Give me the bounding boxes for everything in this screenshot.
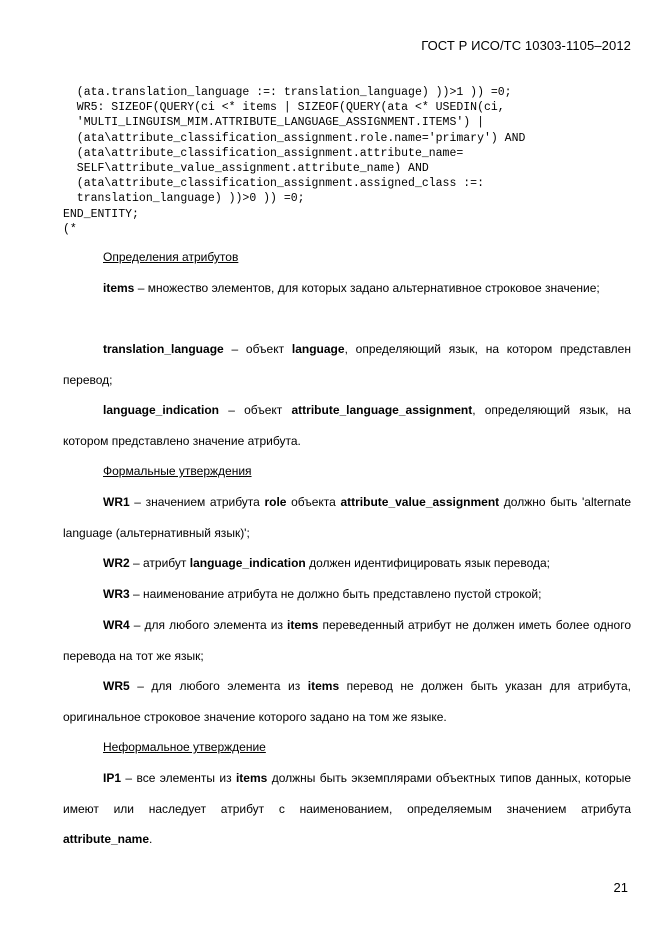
attr-definition-items: items – множество элементов, для которых задано альтернативное строковое значение; (103, 281, 600, 295)
rule-wr3: WR3 – наименование атрибута не должно быть представлено пустой строкой; (103, 587, 542, 601)
rule-wr2: WR2 – атрибут language_indication должен идентифицировать язык перевода; (103, 556, 551, 570)
attr-term: translation_language (103, 342, 224, 356)
code-line: END_ENTITY; (63, 207, 139, 221)
rule-wr1: WR1 – значением атрибута role объекта attribute_value_assignment должно быть 'alternate language (альтернативный язык)'; (63, 495, 631, 540)
rule-wr4: WR4 – для любого элемента из items переведенный атрибут не должен иметь более одного перевода на тот же язык; (63, 618, 631, 663)
rule-id: WR3 (103, 587, 130, 601)
attr-term: language_indication (103, 403, 220, 417)
rule-id: WR2 (103, 556, 130, 570)
rule-id: WR1 (103, 495, 130, 509)
rule-wr5: WR5 – для любого элемента из items перевод не должен быть указан для атрибута, оригинальное строковое значение которого задано на том же языке. (63, 679, 631, 724)
code-line: (ata\attribute_classification_assignment.attribute_name= (63, 146, 464, 160)
page-number: 21 (613, 880, 628, 895)
code-line: (* (63, 222, 77, 236)
section-heading-attribute-definitions: Определения атрибутов (103, 250, 239, 264)
attr-definition-translation-language: translation_language – объект language, определяющий язык, на котором представлен перевод; (63, 342, 631, 387)
code-line: 'MULTI_LINGUISM_MIM.ATTRIBUTE_LANGUAGE_ASSIGNMENT.ITEMS') | (63, 116, 484, 130)
code-line: (ata.translation_language :=: translation_language) ))>1 )) =0; (63, 86, 512, 99)
rule-id: WR5 (103, 679, 130, 693)
code-line: translation_language) ))>0 )) =0; (63, 192, 305, 206)
code-line: SELF\attribute_value_assignment.attribute_name) AND (63, 161, 429, 175)
attr-definition-language-indication: language_indication – объект attribute_language_assignment, определяющий язык, на котором представлено значение атрибута. (63, 403, 631, 448)
express-code-block (63, 85, 525, 237)
section-heading-informal-proposition: Неформальное утверждение (103, 740, 266, 754)
rule-ip1: IP1 – все элементы из items должны быть экземплярами объектных типов данных, которые имеют или наследует атрибут с наименованием, определяемым значением атрибута attribute_name. (63, 771, 631, 846)
rule-id: WR4 (103, 618, 130, 632)
section-heading-formal-propositions: Формальные утверждения (103, 464, 252, 478)
code-line: (ata\attribute_classification_assignment.role.name='primary') AND (63, 131, 526, 145)
rule-id: IP1 (103, 771, 122, 785)
attr-term: items (103, 281, 135, 295)
document-header: ГОСТ Р ИСО/ТС 10303-1105–2012 (421, 38, 631, 53)
code-line: (ata\attribute_classification_assignment.assigned_class :=: (63, 177, 484, 191)
code-line: WR5: SIZEOF(QUERY(ci <* items | SIZEOF(QUERY(ata <* USEDIN(ci, (63, 101, 505, 115)
